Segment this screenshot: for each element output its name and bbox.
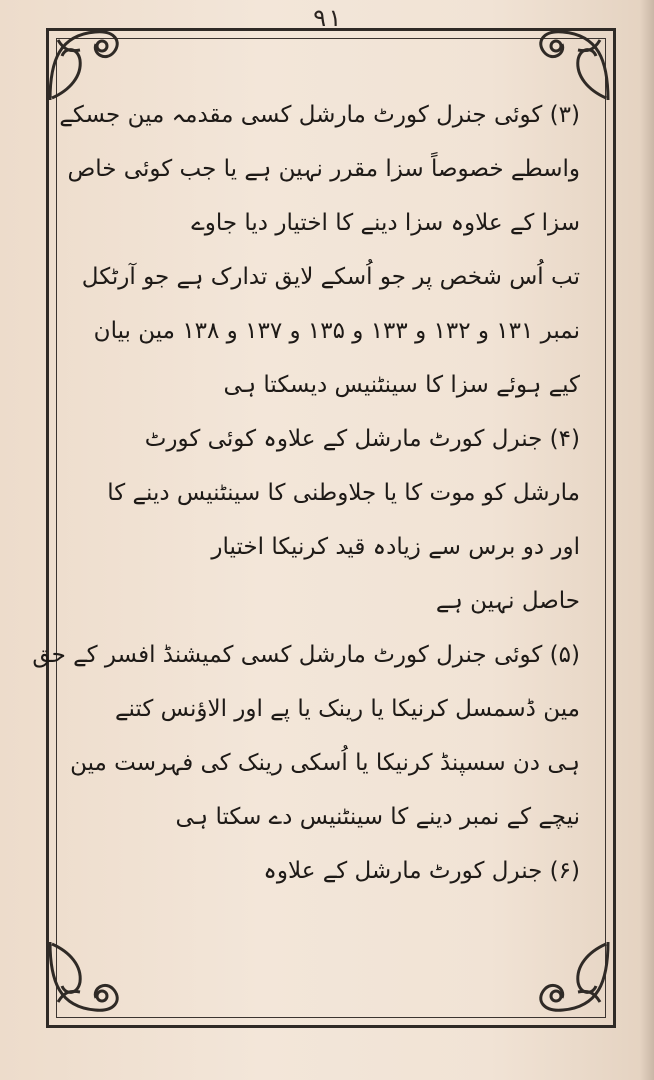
text-line: (۵) کوئی جنرل کورٹ مارشل کسی کمیشنڈ افسر کے حق <box>32 642 580 668</box>
text-line: سزا کے علاوہ سزا دینے کا اختیار دیا جاوے <box>191 210 580 236</box>
page-fold-shadow <box>640 0 654 1080</box>
text-line: (۳) کوئی جنرل کورٹ مارشل کسی مقدمہ مین جسکے <box>59 102 580 128</box>
text-line: ہی دن سسپنڈ کرنیکا یا اُسکی رینک کی فہرست مین <box>70 750 580 776</box>
text-line: نمبر ۱۳۱ و ۱۳۲ و ۱۳۳ و ۱۳۵ و ۱۳۷ و ۱۳۸ مین بیان <box>93 318 580 344</box>
corner-ornament-icon <box>40 932 130 1022</box>
text-line: اور دو برس سے زیادہ قید کرنیکا اختیار <box>211 534 580 560</box>
text-line: واسطے خصوصاً سزا مقرر نہین ہے یا جب کوئی خاص <box>67 156 580 182</box>
text-line: (۶) جنرل کورٹ مارشل کے علاوہ <box>263 858 580 884</box>
text-line: تب اُس شخص پر جو اُسکے لایق تدارک ہے جو آرٹکل <box>81 264 580 290</box>
text-line: نیچے کے نمبر دینے کا سینٹنیس دے سکتا ہی <box>175 804 580 830</box>
text-line: (۴) جنرل کورٹ مارشل کے علاوہ کوئی کورٹ <box>144 426 580 452</box>
page-body-text <box>32 88 580 898</box>
text-line: حاصل نہین ہے <box>435 588 580 614</box>
page-number: ۹۱ <box>312 4 342 32</box>
corner-ornament-icon <box>528 932 618 1022</box>
text-line: کیے ہوئے سزا کا سینٹنیس دیسکتا ہی <box>223 372 580 398</box>
text-line: مین ڈسمسل کرنیکا یا رینک یا پے اور الاؤنس کتنے <box>115 696 580 722</box>
text-line: مارشل کو موت کا یا جلاوطنی کا سینٹنیس دینے کا <box>107 480 580 506</box>
